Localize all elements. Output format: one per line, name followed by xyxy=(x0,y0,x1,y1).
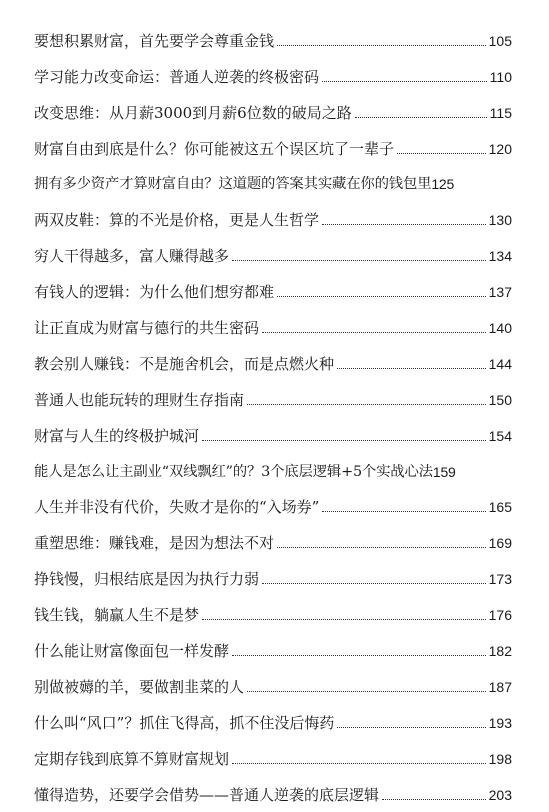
toc-entry[interactable] xyxy=(34,229,512,265)
toc-entry-title: 能人是怎么让主副业“双线飘红”的？3个底层逻辑+5个实战心法 xyxy=(34,463,433,480)
toc-dot-leader xyxy=(337,368,486,369)
toc-entry[interactable] xyxy=(34,660,512,696)
toc-dot-leader xyxy=(262,583,486,584)
toc-entry[interactable] xyxy=(34,86,512,122)
toc-page-number: 176 xyxy=(488,607,512,624)
toc-entry-title: 重塑思维：赚钱难，是因为想法不对 xyxy=(34,534,275,553)
toc-page-number: 140 xyxy=(488,320,512,337)
toc-entry[interactable] xyxy=(34,337,512,373)
toc-dot-leader xyxy=(202,619,486,620)
toc-dot-leader xyxy=(232,260,486,261)
toc-entry-title: 要想积累财富，首先要学会尊重金钱 xyxy=(34,31,275,50)
toc-entry-title: 拥有多少资产才算财富自由？这道题的答案其实藏在你的钱包里 xyxy=(34,176,432,193)
toc-page-number: 130 xyxy=(488,212,512,229)
toc-dot-leader xyxy=(337,727,485,728)
toc-page-number: 187 xyxy=(488,678,512,695)
table-of-contents xyxy=(34,14,512,804)
toc-entry-title: 什么能让财富像面包一样发酵 xyxy=(34,642,230,661)
toc-entry-title: 定期存钱到底算不算财富规划 xyxy=(34,749,230,768)
toc-entry-title: 钱生钱，躺赢人生不是梦 xyxy=(34,606,200,625)
toc-entry-title: 普通人也能玩转的理财生存指南 xyxy=(34,390,245,409)
toc-entry[interactable] xyxy=(34,373,512,409)
toc-dot-leader xyxy=(247,404,486,405)
toc-entry[interactable] xyxy=(34,122,512,158)
toc-page-number: 169 xyxy=(488,535,512,552)
toc-page-number: 105 xyxy=(488,32,512,49)
toc-dot-leader xyxy=(202,440,486,441)
toc-page-number: 193 xyxy=(488,714,512,731)
toc-entry[interactable] xyxy=(34,14,512,50)
toc-entry-title: 财富与人生的终极护城河 xyxy=(34,426,200,445)
toc-dot-leader xyxy=(382,799,486,800)
toc-entry[interactable] xyxy=(34,516,512,552)
toc-page-number: 115 xyxy=(489,104,512,121)
toc-entry-title: 穷人干得越多，富人赚得越多 xyxy=(34,247,230,266)
toc-entry[interactable] xyxy=(34,301,512,337)
toc-page-number: 159 xyxy=(432,463,456,480)
toc-entry-title: 改变思维：从月薪3000到月薪6位数的破局之路 xyxy=(34,103,352,122)
toc-page-number: 125 xyxy=(431,176,455,193)
toc-entry[interactable] xyxy=(34,50,512,86)
toc-page-number: 120 xyxy=(488,140,512,157)
toc-dot-leader xyxy=(277,45,486,46)
toc-dot-leader xyxy=(322,511,485,512)
toc-entry-title: 懂得造势，还要学会借势——普通人逆袭的底层逻辑 xyxy=(34,785,380,804)
toc-dot-leader xyxy=(247,691,486,692)
toc-entry[interactable] xyxy=(34,481,512,517)
toc-entry[interactable] xyxy=(34,409,512,445)
toc-dot-leader xyxy=(397,153,486,154)
toc-entry[interactable] xyxy=(34,732,512,768)
toc-entry[interactable] xyxy=(34,588,512,624)
toc-page-number: 203 xyxy=(488,786,512,803)
toc-entry[interactable] xyxy=(34,265,512,301)
toc-page-number: 154 xyxy=(488,427,512,444)
toc-entry[interactable] xyxy=(34,624,512,660)
toc-dot-leader xyxy=(232,763,486,764)
toc-entry-title: 有钱人的逻辑：为什么他们想穷都难 xyxy=(34,283,275,302)
toc-page-number: 182 xyxy=(488,643,512,660)
toc-entry[interactable] xyxy=(34,552,512,588)
toc-entry-title: 教会别人赚钱：不是施舍机会，而是点燃火种 xyxy=(34,354,335,373)
toc-entry[interactable] xyxy=(34,768,512,804)
toc-entry[interactable] xyxy=(34,696,512,732)
toc-entry-title: 什么叫“风口”？抓住飞得高，抓不住没后悔药 xyxy=(34,713,335,732)
toc-page-number: 150 xyxy=(488,391,512,408)
toc-page-number: 144 xyxy=(488,355,512,372)
toc-dot-leader xyxy=(355,117,487,118)
toc-entry-title: 人生并非没有代价，失败才是你的“入场券” xyxy=(34,498,320,517)
toc-dot-leader xyxy=(277,296,486,297)
toc-entry[interactable] xyxy=(34,158,512,194)
toc-dot-leader xyxy=(277,547,486,548)
toc-dot-leader xyxy=(232,655,486,656)
toc-page-number: 137 xyxy=(488,284,512,301)
toc-entry-title: 财富自由到底是什么？你可能被这五个误区坑了一辈子 xyxy=(34,139,395,158)
toc-page-number: 198 xyxy=(488,750,512,767)
toc-page-number: 165 xyxy=(488,499,512,516)
toc-entry-title: 学习能力改变命运：普通人逆袭的终极密码 xyxy=(34,67,320,86)
toc-page-number: 134 xyxy=(488,248,512,265)
toc-dot-leader xyxy=(322,81,487,82)
toc-entry-title: 让正直成为财富与德行的共生密码 xyxy=(34,319,260,338)
toc-entry-title: 别做被薅的羊，要做割韭菜的人 xyxy=(34,677,245,696)
toc-page-number: 110 xyxy=(489,68,512,85)
toc-entry[interactable] xyxy=(34,193,512,229)
toc-page-number: 173 xyxy=(488,571,512,588)
toc-dot-leader xyxy=(322,224,486,225)
toc-dot-leader xyxy=(262,332,486,333)
toc-entry-title: 挣钱慢，归根结底是因为执行力弱 xyxy=(34,570,260,589)
toc-entry-title: 两双皮鞋：算的不光是价格，更是人生哲学 xyxy=(34,211,320,230)
toc-entry[interactable] xyxy=(34,445,512,481)
